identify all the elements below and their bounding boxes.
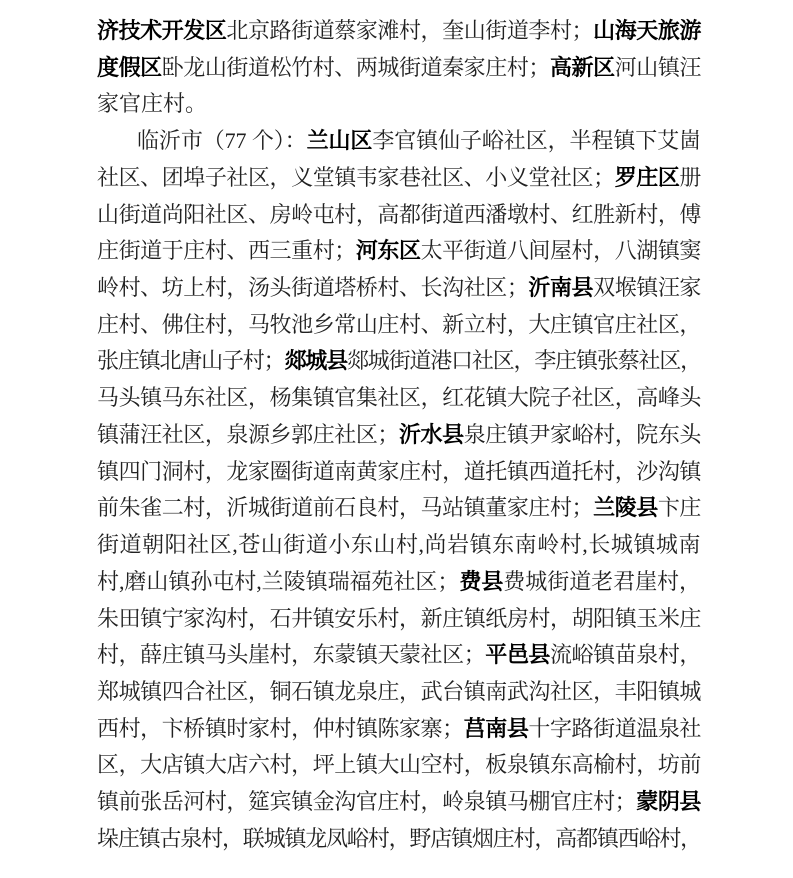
text-line — [97, 160, 701, 197]
text-segment: 家官庄村。 — [97, 91, 208, 117]
text-segment: 庄街道于庄村、西三重村； — [97, 238, 356, 264]
text-line-content — [97, 417, 701, 454]
text-segment: 双堠镇汪家 — [593, 275, 701, 301]
text-segment: 朱田镇宁家沟村，石井镇安乐村，新庄镇纸房村，胡阳镇玉米庄 — [97, 605, 701, 631]
text-line — [97, 307, 701, 344]
text-segment: 费城街道老君崖村， — [503, 568, 701, 594]
district-name-bold: 莒南县 — [463, 715, 529, 741]
text-segment: 庄村、佛住村，马牧池乡常山庄村、新立村，大庄镇官庄社区， — [97, 311, 701, 337]
district-name-bold: 罗庄区 — [614, 164, 680, 190]
district-name-bold: 兰山区 — [306, 128, 373, 154]
text-segment: 郯城街道港口社区，李庄镇张蔡社区， — [346, 348, 701, 374]
text-line-content — [97, 50, 701, 87]
text-line-content — [97, 160, 701, 197]
district-name-bold: 沂南县 — [528, 275, 594, 301]
text-line-content — [97, 527, 701, 564]
text-line-content — [97, 821, 701, 858]
district-name-bold: 高新区 — [549, 54, 615, 80]
text-line — [97, 601, 701, 638]
text-line — [97, 86, 701, 123]
text-segment: 河山镇汪 — [614, 54, 701, 80]
text-segment: 岭村、坊上村，汤头街道塔桥村、长沟社区； — [97, 275, 529, 301]
text-line-content — [97, 343, 701, 380]
text-line — [97, 564, 701, 601]
text-segment: 村,磨山镇孙屯村,兰陵镇瑞福苑社区； — [97, 568, 460, 594]
text-segment: 镇蒲汪社区，泉源乡郭庄社区； — [97, 421, 399, 447]
text-segment: 山街道尚阳社区、房岭屯村，高都街道西潘墩村、红胜新村，傅 — [97, 201, 701, 227]
text-segment: 卞庄 — [657, 495, 701, 521]
text-segment: 临沂市（77 个）： — [137, 128, 307, 154]
text-line-content — [97, 637, 701, 674]
text-line-content — [97, 747, 701, 784]
text-line — [97, 674, 701, 711]
text-line — [97, 233, 701, 270]
text-line — [97, 454, 701, 491]
text-line-content — [97, 784, 701, 821]
text-segment: 张庄镇北唐山子村； — [97, 348, 285, 374]
text-line-content — [97, 564, 701, 601]
text-line-content — [97, 601, 701, 638]
text-line — [97, 784, 701, 821]
district-name-bold: 蒙阴县 — [636, 789, 701, 815]
text-segment: 区，大店镇大店六村，坪上镇大山空村，板泉镇东高榆村，坊前 — [97, 752, 701, 778]
text-line-content — [97, 86, 207, 123]
district-name-bold: 费县 — [459, 568, 504, 594]
text-segment: 北京路街道蔡家滩村，奎山街道李村； — [226, 18, 594, 43]
text-line-content — [97, 307, 701, 344]
district-name-bold: 度假区 — [97, 54, 162, 80]
text-line — [97, 747, 701, 784]
district-name-bold: 郯城县 — [284, 348, 347, 374]
text-segment: 镇前张岳河村，筵宾镇金沟官庄村，岭泉镇马棚官庄村； — [97, 789, 637, 815]
text-line — [97, 490, 701, 527]
text-segment: 镇四门洞村，龙家圈街道南黄家庄村，道托镇西道托村，沙沟镇 — [97, 458, 701, 484]
text-segment: 马头镇马东社区，杨集镇官集社区，红花镇大院子社区，高峰头 — [97, 385, 701, 411]
district-name-bold: 兰陵县 — [593, 495, 658, 521]
district-name-bold: 沂水县 — [398, 421, 464, 447]
text-line-content — [137, 123, 701, 160]
text-segment: 街道朝阳社区,苍山街道小东山村,尚岩镇东南岭村,长城镇城南 — [97, 532, 701, 558]
text-line-content — [97, 197, 701, 234]
text-line — [97, 50, 701, 87]
text-segment: 垛庄镇古泉村，联城镇龙凤峪村，野店镇烟庄村，高都镇西峪村， — [97, 825, 701, 851]
text-line — [97, 821, 701, 858]
text-line-content — [97, 270, 701, 307]
text-line — [97, 197, 701, 234]
text-segment: 李官镇仙子峪社区，半程镇下艾崮 — [372, 128, 701, 154]
text-segment: 册 — [679, 164, 701, 190]
text-segment: 西村，卞桥镇时家村，仲村镇陈家寨； — [97, 715, 464, 741]
district-name-bold: 平邑县 — [485, 642, 550, 668]
text-segment: 十字路街道温泉社 — [528, 715, 701, 741]
text-segment: 前朱雀二村，沂城街道前石良村，马站镇董家庄村； — [97, 495, 594, 521]
text-segment: 社区、团埠子社区，义堂镇韦家巷社区、小义堂社区； — [97, 164, 615, 190]
text-line — [97, 343, 701, 380]
text-line-content — [97, 711, 701, 748]
district-name-bold: 济技术开发区 — [97, 18, 227, 43]
text-line-content — [97, 380, 701, 417]
text-segment: 郑城镇四合社区，铜石镇龙泉庄，武台镇南武沟社区，丰阳镇城 — [97, 678, 701, 704]
text-line-content — [97, 13, 701, 50]
text-line — [97, 711, 701, 748]
text-line — [97, 527, 701, 564]
text-line-content — [97, 454, 701, 491]
district-name-bold: 山海天旅游 — [593, 18, 701, 43]
text-line-content — [97, 674, 701, 711]
text-segment: 流峪镇苗泉村， — [549, 642, 701, 668]
text-segment: 村，薛庄镇马头崖村，东蒙镇天蒙社区； — [97, 642, 486, 668]
text-segment: 卧龙山街道松竹村、两城街道秦家庄村； — [161, 54, 550, 80]
text-segment: 太平街道八间屋村，八湖镇窦 — [420, 238, 701, 264]
district-name-bold: 河东区 — [355, 238, 421, 264]
text-line-content — [97, 233, 701, 270]
document-text-block — [97, 13, 701, 858]
text-line-content — [97, 490, 701, 527]
text-line — [97, 123, 701, 160]
text-line — [97, 270, 701, 307]
text-line — [97, 637, 701, 674]
text-line — [97, 13, 701, 50]
text-segment: 泉庄镇尹家峪村，院东头 — [463, 421, 701, 447]
text-line — [97, 380, 701, 417]
text-line — [97, 417, 701, 454]
